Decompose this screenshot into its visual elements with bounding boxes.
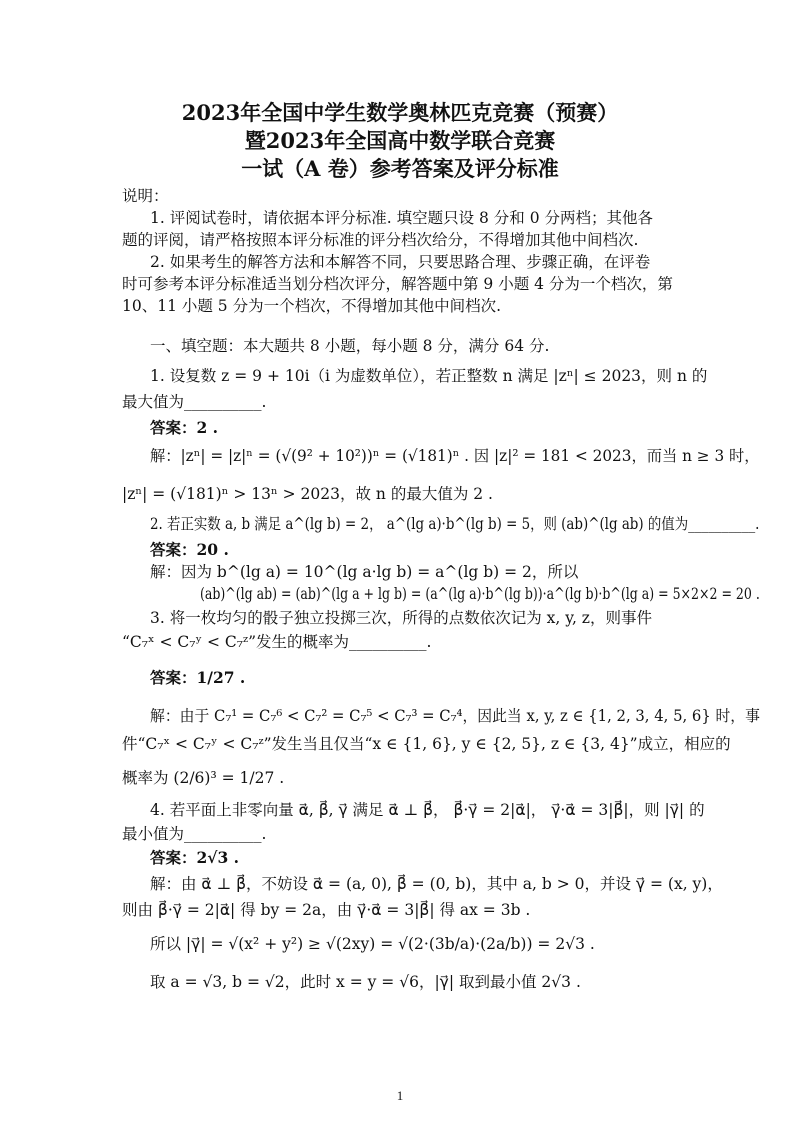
q3-statement-line-2: “C₇ˣ < C₇ʸ < C₇ᶻ”发生的概率为__________.	[122, 633, 432, 651]
q3-solution-line-2: 件“C₇ˣ < C₇ʸ < C₇ᶻ”发生当且仅当“x ∈ {1, 6}, y ∈ {2, 5}, z ∈ {3, 4}”成立，相应的	[122, 735, 731, 753]
q4-solution-line-4: 取 a = √3, b = √2，此时 x = y = √6，|γ⃗| 取到最小值 2√3 .	[150, 973, 581, 991]
q1-statement-line-1: 1. 设复数 z = 9 + 10i（i 为虚数单位），若正整数 n 满足 |zⁿ| ≤ 2023，则 n 的	[150, 367, 708, 385]
instruction-1-line-2: 题的评阅，请严格按照本评分标准的评分档次给分，不得增加其他中间档次.	[122, 231, 639, 249]
q1-statement-line-2: 最大值为__________.	[122, 393, 267, 411]
q4-statement-line-1: 4. 若平面上非零向量 α⃗, β⃗, γ⃗ 满足 α⃗ ⊥ β⃗， β⃗·γ⃗ = 2|α⃗|， γ⃗·α⃗ = 3|β⃗|，则 |γ⃗| 的	[150, 801, 705, 819]
instruction-2-line-1: 2. 如果考生的解答方法和本解答不同，只要思路合理、步骤正确，在评卷	[150, 253, 651, 271]
title-line-1: 2023年全国中学生数学奥林匹克竞赛（预赛）	[181, 100, 619, 125]
q4-statement-line-2: 最小值为__________.	[122, 825, 267, 843]
q1-answer: 答案：2 .	[150, 418, 219, 437]
q2-solution-line-2: (ab)^(lg ab) = (ab)^(lg a + lg b) = (a^(lg a)·b^(lg b))·a^(lg b)·b^(lg a) = 5×2×2 = 20 .	[200, 585, 760, 603]
instruction-2-line-3: 10、11 小题 5 分为一个档次，不得增加其他中间档次.	[122, 297, 502, 315]
q3-answer: 答案：1/27 .	[150, 668, 246, 687]
q3-solution-line-1: 解：由于 C₇¹ = C₇⁶ < C₇² = C₇⁵ < C₇³ = C₇⁴，因此当 x, y, z ∈ {1, 2, 3, 4, 5, 6} 时，事	[150, 707, 760, 725]
q2-answer: 答案：20 .	[150, 540, 229, 559]
q4-solution-line-3: 所以 |γ⃗| = √(x² + y²) ≥ √(2xy) = √(2·(3b/a)·(2a/b)) = 2√3 .	[150, 935, 595, 953]
section-heading: 一、填空题：本大题共 8 小题，每小题 8 分，满分 64 分.	[150, 337, 550, 355]
title-line-3: 一试（A 卷）参考答案及评分标准	[241, 156, 559, 181]
instructions-heading: 说明：	[122, 187, 169, 205]
q2-solution-line-1: 解：因为 b^(lg a) = 10^(lg a·lg b) = a^(lg b) = 2，所以	[150, 563, 579, 581]
q4-solution-line-2: 则由 β⃗·γ⃗ = 2|α⃗| 得 by = 2a，由 γ⃗·α⃗ = 3|β⃗| 得 ax = 3b .	[122, 901, 531, 919]
q1-solution-line-1: 解：|zⁿ| = |z|ⁿ = (√(9² + 10²))ⁿ = (√181)ⁿ . 因 |z|² = 181 < 2023，而当 n ≥ 3 时，	[150, 447, 760, 465]
q4-solution-line-1: 解：由 α⃗ ⊥ β⃗，不妨设 α⃗ = (a, 0), β⃗ = (0, b)，其中 a, b > 0，并设 γ⃗ = (x, y)，	[150, 875, 723, 893]
q3-statement-line-1: 3. 将一枚均匀的骰子独立投掷三次，所得的点数依次记为 x, y, z，则事件	[150, 609, 652, 627]
q3-solution-line-3: 概率为 (2/6)³ = 1/27 .	[122, 769, 285, 787]
instruction-2-line-2: 时可参考本评分标准适当划分档次评分，解答题中第 9 小题 4 分为一个档次，第	[122, 275, 673, 293]
page-number: 1	[396, 1088, 404, 1103]
q2-statement-line-1: 2. 若正实数 a, b 满足 a^(lg b) = 2， a^(lg a)·b^(lg b) = 5，则 (ab)^(lg ab) 的值为__________.	[150, 515, 760, 533]
q1-solution-line-2: |zⁿ| = (√181)ⁿ > 13ⁿ > 2023，故 n 的最大值为 2 .	[122, 485, 493, 503]
instruction-1-line-1: 1. 评阅试卷时，请依据本评分标准. 填空题只设 8 分和 0 分两档；其他各	[150, 209, 654, 227]
q4-answer: 答案：2√3 .	[150, 848, 240, 867]
title-line-2: 暨2023年全国高中数学联合竞赛	[244, 128, 556, 153]
